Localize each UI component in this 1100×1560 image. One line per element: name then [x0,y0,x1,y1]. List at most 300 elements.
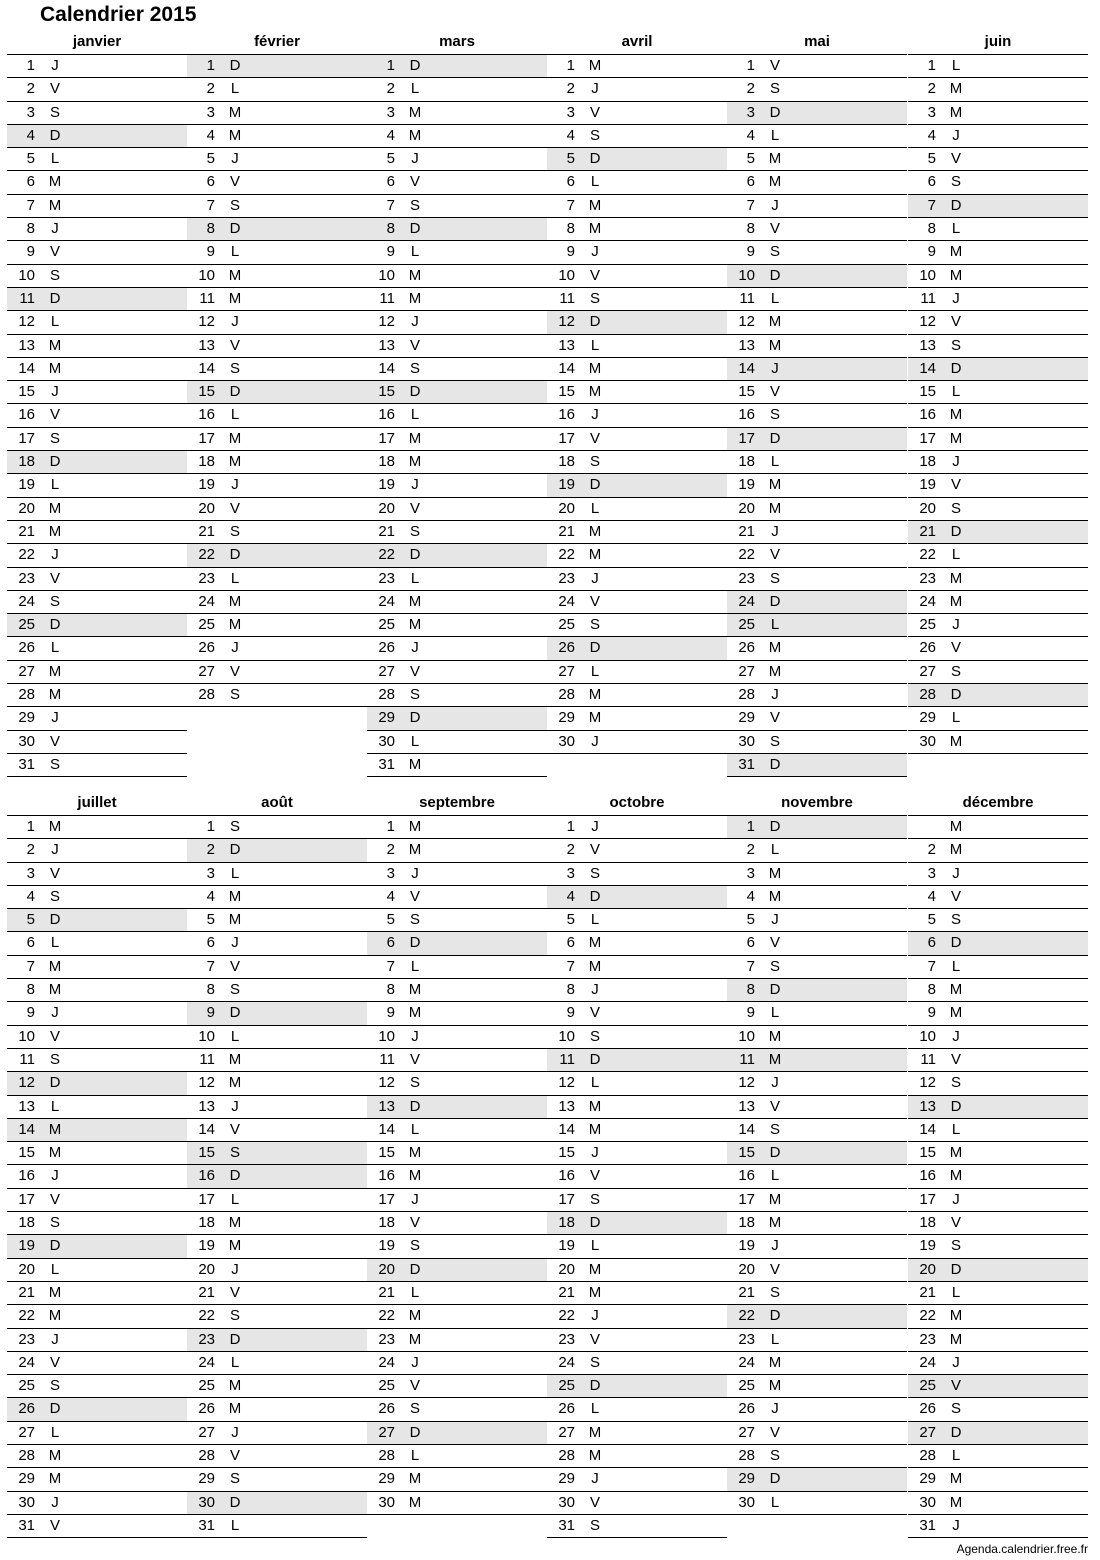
day-row [547,195,727,218]
day-number: 8 [26,220,35,238]
day-number: 21 [18,522,35,540]
weekday-letter: M [48,173,62,191]
weekday-letter: L [590,173,600,191]
day-number: 8 [927,220,936,238]
day-row [367,1235,547,1258]
day-number: 27 [378,1423,395,1441]
day-number: 23 [558,1330,575,1348]
day-number: 30 [18,1493,35,1511]
weekday-letter: S [229,1470,240,1488]
weekday-letter: M [48,499,62,517]
day-row [547,1445,727,1468]
day-number: 3 [746,864,755,882]
day-row [367,1282,547,1305]
day-number: 25 [738,616,755,634]
day-number: 28 [198,1447,215,1465]
day-number: 29 [738,709,755,727]
day-row [367,544,547,567]
day-number: 19 [919,476,936,494]
weekday-letter: M [228,453,242,471]
weekday-letter: L [230,1516,240,1534]
day-row [727,591,907,614]
day-row [187,1026,367,1049]
day-number: 2 [746,841,755,859]
day-row [187,1049,367,1072]
weekday-letter: M [48,818,62,835]
day-row [7,218,187,241]
day-number: 18 [198,1214,215,1232]
day-row [187,956,367,979]
day-number: 15 [738,383,755,401]
weekday-letter: D [589,476,601,494]
day-number: 29 [198,1470,215,1488]
day-number: 23 [378,1330,395,1348]
day-number: 17 [738,429,755,447]
weekday-letter: M [228,103,242,121]
weekday-letter: M [588,1120,602,1138]
day-row [367,288,547,311]
weekday-letter: M [408,1493,422,1511]
day-row [367,265,547,288]
day-row [367,404,547,427]
weekday-letter: S [769,406,780,424]
weekday-letter: J [952,1190,960,1208]
day-row [7,55,187,78]
day-number: 3 [206,103,215,121]
day-row [547,661,727,684]
day-row [187,839,367,862]
weekday-letter: L [230,1353,240,1371]
day-row [727,1352,907,1375]
weekday-letter: L [50,639,60,657]
weekday-letter: M [48,1144,62,1162]
weekday-letter: S [769,732,780,750]
day-row [187,1002,367,1025]
day-row [908,498,1088,521]
day-row [727,1072,907,1095]
day-number: 5 [26,150,35,168]
day-row [187,1282,367,1305]
weekday-letter: S [49,1050,60,1068]
weekday-letter: M [408,1144,422,1162]
weekday-letter: M [48,662,62,680]
day-row [727,102,907,125]
day-number: 1 [746,57,755,74]
day-row [547,78,727,101]
weekday-letter: L [770,1167,780,1185]
day-number: 21 [558,522,575,540]
day-number: 16 [919,1167,936,1185]
day-number: 10 [558,266,575,284]
day-row [7,125,187,148]
weekday-letter: J [51,1493,59,1511]
month-name: mai [727,31,907,55]
day-number: 5 [566,150,575,168]
weekday-letter: M [949,841,963,859]
day-row [727,474,907,497]
day-row [187,816,367,839]
day-row [547,684,727,707]
day-row [727,754,907,777]
day-row [547,1026,727,1049]
weekday-letter: D [769,1307,781,1325]
day-row [547,1282,727,1305]
weekday-letter: D [589,887,601,905]
day-number: 18 [558,1214,575,1232]
day-row [367,1422,547,1445]
day-row [727,218,907,241]
day-row [7,1515,187,1538]
weekday-letter: V [229,173,240,191]
weekday-letter: M [768,662,782,680]
day-number: 17 [558,1190,575,1208]
day-row [908,1305,1088,1328]
weekday-letter: M [949,818,963,835]
weekday-letter: M [768,1377,782,1395]
day-number: 23 [738,569,755,587]
day-row [547,839,727,862]
day-number: 8 [386,981,395,999]
day-number: 31 [738,755,755,773]
day-number: 15 [198,383,215,401]
weekday-letter: J [771,1074,779,1092]
weekday-letter: M [48,196,62,214]
weekday-letter: S [49,266,60,284]
day-number: 13 [378,1097,395,1115]
day-number: 30 [198,1493,215,1511]
weekday-letter: M [949,80,963,98]
weekday-letter: M [588,1423,602,1441]
day-row [187,171,367,194]
day-row [187,886,367,909]
day-number: 5 [386,150,395,168]
weekday-letter: D [409,934,421,952]
day-number: 10 [18,266,35,284]
weekday-letter: V [229,336,240,354]
day-number: 28 [378,1447,395,1465]
day-number: 2 [26,80,35,98]
day-number: 2 [386,841,395,859]
day-row [187,55,367,78]
weekday-letter: S [229,196,240,214]
day-number: 4 [566,126,575,144]
month-name: décembre [908,792,1088,816]
day-row [727,171,907,194]
day-row [367,614,547,637]
day-row [367,1142,547,1165]
weekday-letter: V [769,709,780,727]
day-number: 12 [198,313,215,331]
footer-credit: Agenda.calendrier.free.fr [956,1542,1088,1556]
weekday-letter: S [589,1516,600,1534]
day-number: 25 [738,1377,755,1395]
day-row [367,1445,547,1468]
day-number: 10 [738,266,755,284]
weekday-letter: D [950,1260,962,1278]
weekday-letter: M [408,103,422,121]
day-number: 3 [927,864,936,882]
day-row [908,684,1088,707]
day-row [547,568,727,591]
weekday-letter: V [769,934,780,952]
day-number: 27 [558,1423,575,1441]
day-row [7,932,187,955]
day-row [547,1119,727,1142]
day-row [547,335,727,358]
weekday-letter: M [228,911,242,929]
day-number: 10 [738,1027,755,1045]
weekday-letter: J [231,1097,239,1115]
day-row [908,661,1088,684]
day-row [187,1165,367,1188]
day-row [908,381,1088,404]
weekday-letter: D [229,546,241,564]
day-row [727,979,907,1002]
weekday-letter: M [408,981,422,999]
weekday-letter: L [770,1330,780,1348]
day-row [7,241,187,264]
day-row [908,956,1088,979]
day-number: 11 [199,1050,215,1068]
weekday-letter: M [949,569,963,587]
day-row [7,78,187,101]
weekday-letter: M [949,243,963,261]
weekday-letter: S [229,1144,240,1162]
day-number: 9 [206,1004,215,1022]
day-number: 2 [206,841,215,859]
day-row [547,404,727,427]
day-number: 21 [18,1283,35,1301]
day-number: 11 [559,1050,575,1068]
day-number: 24 [738,592,755,610]
weekday-letter: M [228,1050,242,1068]
day-row [7,1375,187,1398]
day-row [187,1235,367,1258]
day-row [187,195,367,218]
day-row [7,358,187,381]
day-row [727,1259,907,1282]
weekday-letter: S [229,1307,240,1325]
weekday-letter: S [769,957,780,975]
day-row [547,1468,727,1491]
weekday-letter: J [952,1353,960,1371]
day-row [908,544,1088,567]
day-number: 6 [26,173,35,191]
day-number: 23 [738,1330,755,1348]
day-number: 6 [26,934,35,952]
day-row [908,171,1088,194]
weekday-letter: M [768,499,782,517]
day-row [187,1212,367,1235]
day-number: 18 [18,1214,35,1232]
day-row [187,863,367,886]
weekday-letter: J [51,841,59,859]
day-row [367,1492,547,1515]
day-row [727,241,907,264]
weekday-letter: M [408,755,422,773]
day-number: 3 [386,864,395,882]
day-number: 8 [26,981,35,999]
weekday-letter: L [230,569,240,587]
day-row [7,909,187,932]
day-row [367,381,547,404]
day-row [367,754,547,777]
day-number: 5 [26,911,35,929]
weekday-letter: L [951,709,961,727]
day-number: 9 [927,243,936,261]
day-row [187,288,367,311]
day-row [547,1235,727,1258]
day-number: 14 [378,359,395,377]
weekday-letter: J [231,1260,239,1278]
day-number: 20 [738,1260,755,1278]
weekday-letter: M [588,709,602,727]
weekday-letter: M [588,546,602,564]
day-number: 16 [378,406,395,424]
weekday-letter: M [949,1167,963,1185]
weekday-letter: M [588,1260,602,1278]
day-number: 1 [566,57,575,74]
day-number: 25 [18,616,35,634]
day-row [908,1445,1088,1468]
day-row [367,568,547,591]
weekday-letter: D [409,546,421,564]
day-row [7,1398,187,1421]
weekday-letter: J [411,1027,419,1045]
weekday-letter: J [51,546,59,564]
day-row [727,125,907,148]
day-number: 23 [198,1330,215,1348]
day-number: 19 [558,1237,575,1255]
day-number: 26 [738,639,755,657]
day-number: 12 [558,313,575,331]
weekday-letter: M [408,1470,422,1488]
day-row [727,195,907,218]
weekday-letter: V [49,1353,60,1371]
day-number: 15 [378,383,395,401]
day-row [547,358,727,381]
weekday-letter: V [589,841,600,859]
weekday-letter: V [950,313,961,331]
day-row [908,1096,1088,1119]
day-row [367,1189,547,1212]
day-row [187,241,367,264]
day-number: 27 [18,1423,35,1441]
day-number: 17 [919,429,936,447]
day-number: 26 [18,1400,35,1418]
weekday-letter: L [410,243,420,261]
day-number: 26 [738,1400,755,1418]
day-number: 15 [18,1144,35,1162]
day-row [7,731,187,754]
day-number: 9 [927,1004,936,1022]
weekday-letter: J [51,220,59,238]
day-number: 22 [558,1307,575,1325]
weekday-letter: J [952,289,960,307]
day-row [7,1026,187,1049]
weekday-letter: M [768,639,782,657]
weekday-letter: V [49,1516,60,1534]
weekday-letter: S [409,911,420,929]
month-name: septembre [367,792,547,816]
day-row [7,816,187,839]
weekday-letter: V [769,220,780,238]
day-number: 2 [386,80,395,98]
day-number: 21 [558,1283,575,1301]
day-row [7,1049,187,1072]
weekday-letter: J [771,686,779,704]
weekday-letter: L [590,336,600,354]
weekday-letter: S [589,453,600,471]
weekday-letter: L [951,57,961,74]
day-number: 28 [919,1447,936,1465]
day-number: 14 [18,1120,35,1138]
day-row [547,886,727,909]
day-row [7,404,187,427]
day-row [908,1002,1088,1025]
day-number: 26 [558,1400,575,1418]
day-number: 12 [198,1074,215,1092]
day-number: 17 [198,429,215,447]
day-number: 16 [738,1167,755,1185]
day-row [547,544,727,567]
weekday-letter: D [589,150,601,168]
day-row [908,1492,1088,1515]
weekday-letter: M [768,336,782,354]
weekday-letter: J [51,1167,59,1185]
weekday-letter: M [48,1447,62,1465]
day-number: 19 [919,1237,936,1255]
day-row [187,932,367,955]
day-row [367,661,547,684]
day-number: 11 [379,1050,395,1068]
day-row [7,311,187,334]
day-row [908,78,1088,101]
day-number: 18 [738,453,755,471]
day-number: 17 [378,1190,395,1208]
day-number: 4 [26,887,35,905]
day-row [547,1329,727,1352]
weekday-letter: L [951,957,961,975]
day-number: 2 [206,80,215,98]
weekday-letter: S [49,1214,60,1232]
day-number: 6 [386,934,395,952]
day-number: 18 [18,453,35,471]
day-row [187,335,367,358]
day-row [547,498,727,521]
day-number: 27 [558,662,575,680]
day-number: 28 [558,1447,575,1465]
day-row [727,1165,907,1188]
weekday-letter: D [229,57,241,74]
day-row [727,358,907,381]
day-number: 25 [378,1377,395,1395]
weekday-letter: M [768,313,782,331]
weekday-letter: V [409,336,420,354]
month-column [367,31,547,777]
day-number: 3 [566,864,575,882]
day-row [367,451,547,474]
month-name: août [187,792,367,816]
day-number: 6 [566,173,575,191]
day-number: 24 [378,592,395,610]
day-number: 14 [738,359,755,377]
day-number: 31 [558,1516,575,1534]
weekday-letter: V [49,243,60,261]
day-row [367,1352,547,1375]
day-row [547,1072,727,1095]
day-number: 24 [18,592,35,610]
